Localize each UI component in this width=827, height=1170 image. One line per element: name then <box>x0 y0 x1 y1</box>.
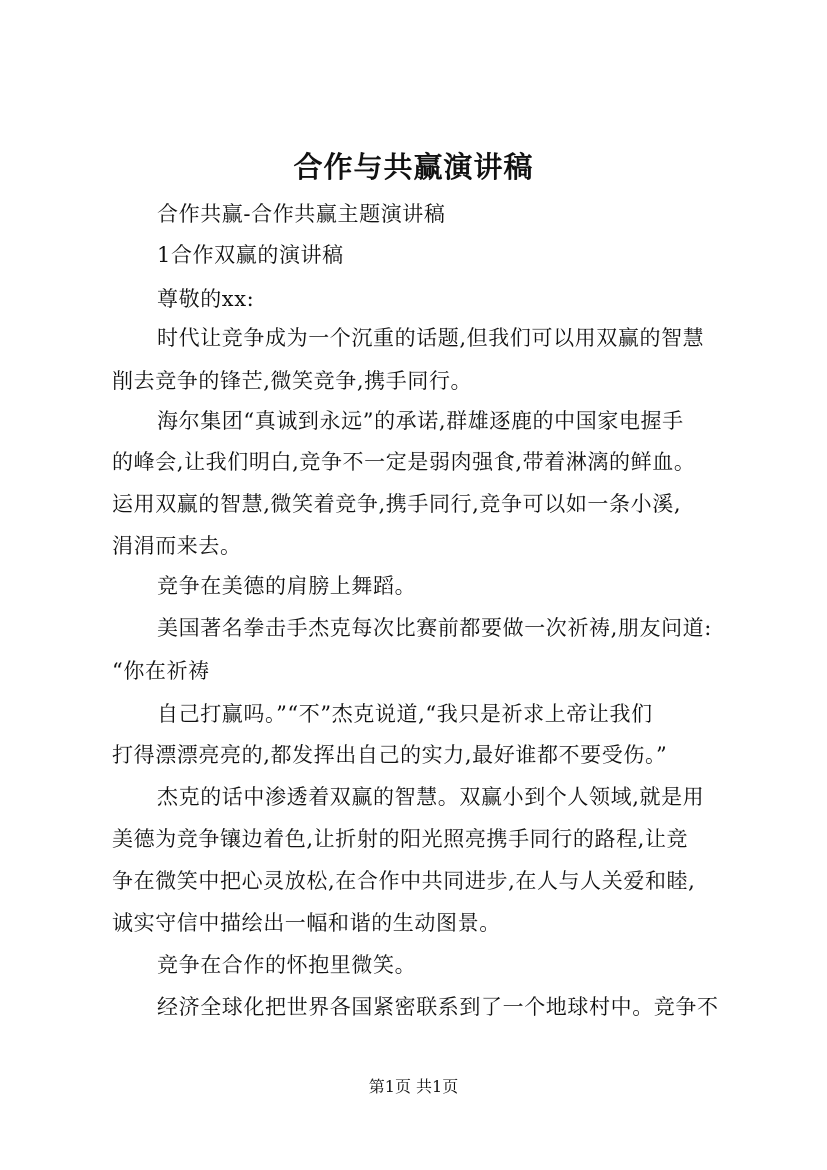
paragraph-line: 美德为竞争镶边着色,让折射的阳光照亮携手同行的路程,让竞 <box>112 827 689 851</box>
subtitle-line: 合作共赢-合作共赢主题演讲稿 <box>157 202 446 226</box>
paragraph-line: 打得漂漂亮亮的,都发挥出自己的实力,最好谁都不要受伤。” <box>112 743 668 767</box>
paragraph-line: 涓涓而来去。 <box>112 534 242 558</box>
paragraph-line: “你在祈祷 <box>112 659 210 683</box>
page-number-footer: 第1页 共1页 <box>368 1077 459 1096</box>
heading-line: 1合作双赢的演讲稿 <box>157 243 344 267</box>
paragraph-line: 自己打赢吗。”“不”杰克说道,“我只是祈求上帝让我们 <box>157 702 653 726</box>
paragraph-line: 诚实守信中描绘出一幅和谐的生动图景。 <box>112 911 501 935</box>
salutation-line: 尊敬的xx: <box>157 287 255 311</box>
paragraph-line: 美国著名拳击手杰克每次比赛前都要做一次祈祷,朋友问道: <box>157 616 712 640</box>
paragraph-line: 运用双赢的智慧,微笑着竞争,携手同行,竞争可以如一条小溪, <box>112 492 682 516</box>
paragraph-line: 竞争在合作的怀抱里微笑。 <box>157 953 417 977</box>
document-title: 合作与共赢演讲稿 <box>293 150 534 184</box>
paragraph-line: 经济全球化把世界各国紧密联系到了一个地球村中。竞争不 <box>157 995 719 1019</box>
paragraph-line: 争在微笑中把心灵放松,在合作中共同进步,在人与人关爱和睦, <box>112 869 696 893</box>
paragraph-line: 时代让竞争成为一个沉重的话题,但我们可以用双赢的智慧 <box>157 326 705 350</box>
paragraph-line: 竞争在美德的肩膀上舞蹈。 <box>157 574 417 598</box>
paragraph-line: 海尔集团“真诚到永远”的承诺,群雄逐鹿的中国家电握手 <box>157 409 684 433</box>
paragraph-line: 杰克的话中渗透着双赢的智慧。双赢小到个人领域,就是用 <box>157 785 705 809</box>
paragraph-line: 的峰会,让我们明白,竞争不一定是弱肉强食,带着淋漓的鲜血。 <box>112 450 696 474</box>
paragraph-line: 削去竞争的锋芒,微笑竞争,携手同行。 <box>112 369 473 393</box>
